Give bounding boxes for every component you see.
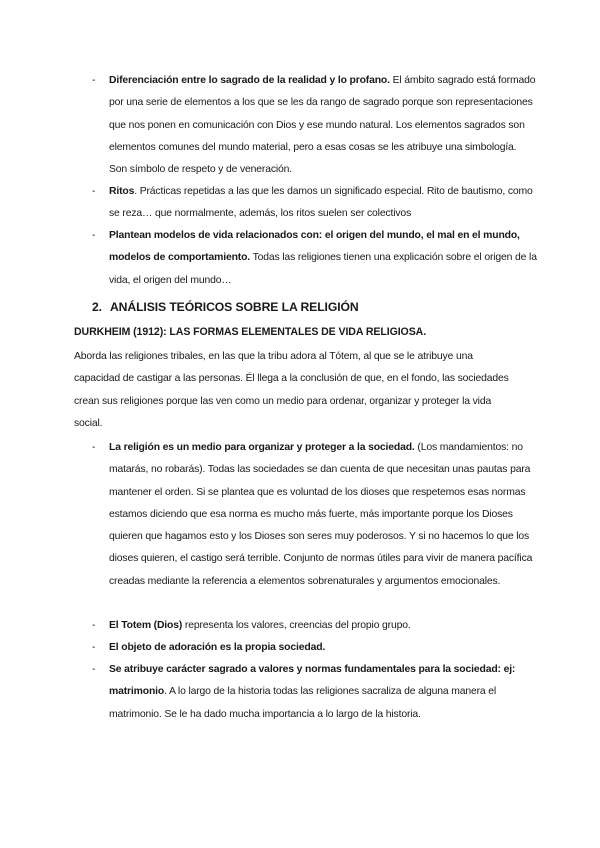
list-item-rest: Todas las religiones tienen una explicación sobre el origen de la vida, el origen del mundo…: [109, 252, 537, 286]
list-item-bold: La religión es un medio para organizar y proteger a la sociedad.: [109, 442, 415, 453]
list-item-rest: . Prácticas repetidas a las que les damos un significado especial. Rito de bautismo, como se reza… que normalmente, además, los ritos suelen ser colectivos: [109, 186, 533, 220]
list-item-text: [109, 181, 537, 226]
list-item-text: [109, 437, 537, 593]
section-title: ANÁLISIS TEÓRICOS SOBRE LA RELIGIÓN: [109, 300, 359, 314]
list-item-text: [109, 659, 537, 726]
list-item-bold: El Totem (Dios): [109, 620, 183, 631]
bullet-dash: -: [92, 664, 96, 675]
list-item-rest: El ámbito sagrado está formado por una serie de elementos a los que se les da rango de sagrado porque son representaciones que nos ponen en comunicación con Dios y ese mundo natural. Los elementos sagrados son elementos comunes del mundo material, pero a esas cosas se les atribuye una simbología. Son símbolo de respeto y de veneración.: [109, 75, 536, 176]
bullet-dash: -: [92, 642, 96, 653]
section-heading: [92, 300, 359, 314]
list-item-rest: . A lo largo de la historia todas las religiones sacraliza de alguna manera el matrimonio. Se le ha dado mucha importancia a lo largo de la historia.: [109, 686, 497, 720]
paragraph: Aborda las religiones tribales, en las que la tribu adora al Tótem, al que se le atribuye una capacidad de castigar a las personas. Él llega a la conclusión de que, en el fondo, las sociedades crean sus religiones porque las ven como un medio para ordenar, organizar y proteger la vida social.: [74, 351, 509, 429]
list-item-bold: Plantean modelos de vida relacionados con: el origen del mundo, el mal en el mundo, modelos de comportamiento.: [109, 230, 520, 264]
list-item-text: [109, 637, 537, 659]
list-item-text: [109, 70, 537, 181]
bullet-dash: -: [92, 442, 96, 453]
bullet-dash: -: [92, 620, 96, 631]
subheading: DURKHEIM (1912): LAS FORMAS ELEMENTALES DE VIDA RELIGIOSA.: [74, 326, 427, 338]
list-item-rest: representa los valores, creencias del propio grupo.: [182, 620, 411, 631]
list-item-text: [109, 225, 537, 292]
list-item-bold: Ritos: [109, 186, 135, 197]
section-number: 2.: [92, 300, 102, 314]
list-item-rest: (Los mandamientos: no matarás, no robarás). Todas las sociedades se dan cuenta de que necesitan unas pautas para mantener el orden. Si se plantea que es voluntad de los dioses que respetemos esas normas estamos diciendo que esa norma es mucho más fuerte, más importante porque los Dioses quieren que hagamos esto y los Dioses son seres muy poderosos. Y si no hacemos lo que los dioses quieren, el castigo será terrible. Conjunto de normas útiles para vivir de manera pacífica creadas mediante la referencia a elementos sobrenaturales y argumentos emocionales.: [109, 442, 533, 587]
list-item-bold: El objeto de adoración es la propia sociedad.: [109, 642, 326, 653]
list-item-bold: Se atribuye carácter sagrado a valores y normas fundamentales para la sociedad: ej: matrimonio: [109, 664, 516, 698]
bullet-dash: -: [92, 186, 96, 197]
bullet-dash: -: [92, 75, 96, 86]
list-item-bold: Diferenciación entre lo sagrado de la realidad y lo profano.: [109, 75, 390, 86]
list-item-text: [109, 615, 537, 637]
bullet-dash: -: [92, 230, 96, 241]
